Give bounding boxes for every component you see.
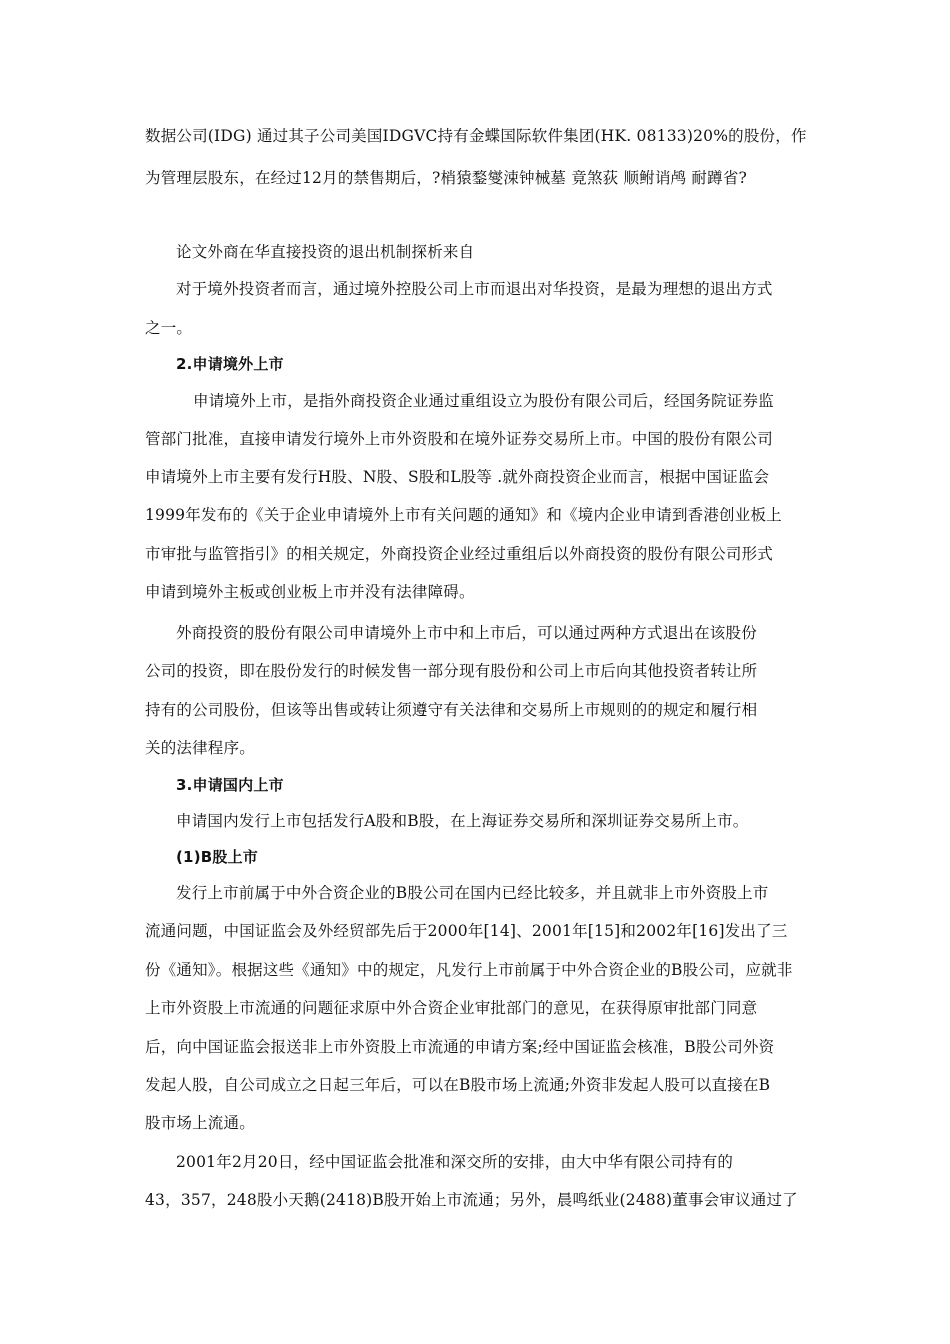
text-line: 数据公司(IDG) 通过其子公司美国IDGVC持有金蝶国际软件集团(HK. 08133)20%的股份，作 xyxy=(145,127,807,145)
text-line: 申请境外上市主要有发行H股、N股、S股和L股等 .就外商投资企业而言，根据中国证监会 xyxy=(145,468,770,486)
text-line: 为管理层股东，在经过12月的禁售期后，?梢猿鍪燮涑钟械墓 竟煞荻 顺鲋诮鸬 耐蹲省? xyxy=(145,169,748,187)
text-line: 关的法律程序。 xyxy=(145,739,255,757)
text-line: 发起人股，自公司成立之日起三年后，可以在B股市场上流通;外资非发起人股可以直接在B xyxy=(145,1076,771,1094)
text-line: 股市场上流通。 xyxy=(145,1114,255,1132)
text-line: 申请国内发行上市包括发行A股和B股，在上海证券交易所和深圳证券交易所上市。 xyxy=(176,812,749,830)
text-line: 1999年发布的《关于企业申请境外上市有关问题的通知》和《境内企业申请到香港创业板上 xyxy=(145,506,782,524)
text-line: 公司的投资，即在股份发行的时候发售一部分现有股份和公司上市后向其他投资者转让所 xyxy=(145,662,758,680)
text-line: 后，向中国证监会报送非上市外资股上市流通的申请方案;经中国证监会核准，B股公司外资 xyxy=(145,1038,775,1056)
text-line: 之一。 xyxy=(145,319,193,337)
text-line: 发行上市前属于中外合资企业的B股公司在国内已经比较多，并且就非上市外资股上市 xyxy=(176,884,769,902)
text-line: 上市外资股上市流通的问题征求原中外合资企业审批部门的意见，在获得原审批部门同意 xyxy=(145,999,758,1017)
text-line: 论文外商在华直接投资的退出机制探析来自 xyxy=(176,243,475,261)
text-line: 外商投资的股份有限公司申请境外上市中和上市后，可以通过两种方式退出在该股份 xyxy=(176,624,757,642)
text-line: 43，357，248股小天鹅(2418)B股开始上市流通；另外，晨鸣纸业(2488)董事会审议通过了 xyxy=(145,1191,798,1209)
text-line: 对于境外投资者而言，通过境外控股公司上市而退出对华投资，是最为理想的退出方式 xyxy=(176,280,773,298)
subsection-heading: (1)B股上市 xyxy=(176,848,258,866)
text-line: 申请到境外主板或创业板上市并没有法律障碍。 xyxy=(145,583,475,601)
text-line: 2001年2月20日，经中国证监会批准和深交所的安排，由大中华有限公司持有的 xyxy=(176,1153,734,1171)
text-line: 申请境外上市，是指外商投资企业通过重组设立为股份有限公司后，经国务院证券监 xyxy=(193,392,774,410)
text-line: 份《通知》。根据这些《通知》中的规定，凡发行上市前属于中外合资企业的B股公司，应就非 xyxy=(145,961,793,979)
text-line: 市审批与监管指引》的相关规定，外商投资企业经过重组后以外商投资的股份有限公司形式 xyxy=(145,545,774,563)
text-line: 流通问题，中国证监会及外经贸部先后于2000年[14]、2001年[15]和2002年[16]发出了三 xyxy=(145,922,788,940)
text-line: 持有的公司股份，但该等出售或转让须遵守有关法律和交易所上市规则的的规定和履行相 xyxy=(145,701,758,719)
section-heading: 3.申请国内上市 xyxy=(176,776,284,794)
text-line: 管部门批准，直接申请发行境外上市外资股和在境外证券交易所上市。中国的股份有限公司 xyxy=(145,430,774,448)
section-heading: 2.申请境外上市 xyxy=(176,355,284,373)
